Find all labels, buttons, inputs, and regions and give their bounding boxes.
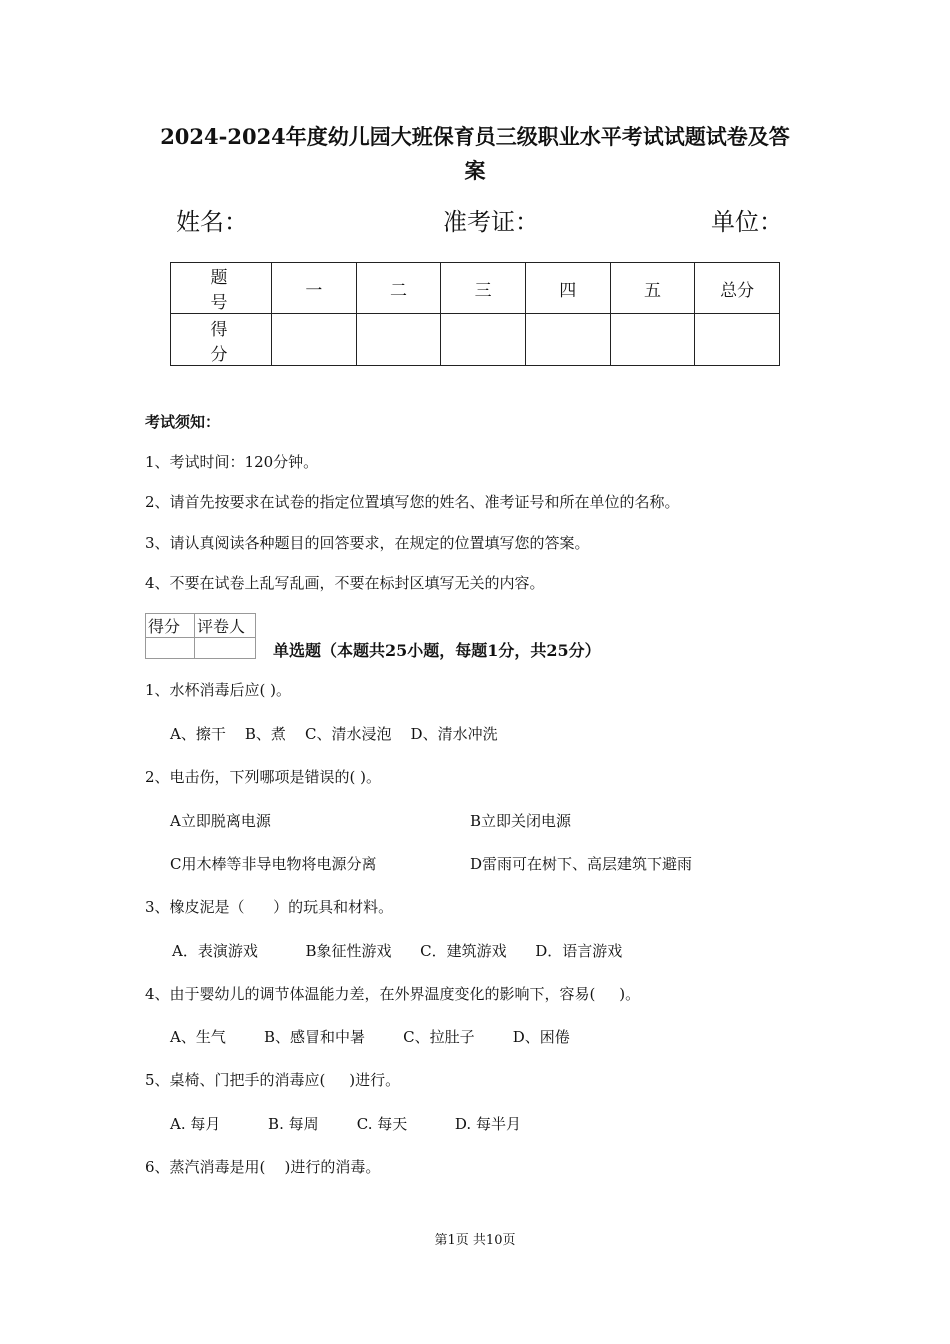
grader-reviewer-label: 评卷人 [195, 614, 256, 638]
score-input-cell[interactable] [525, 314, 610, 366]
question-stem: 6、蒸汽消毒是用( )进行的消毒。 [145, 1158, 381, 1176]
score-input-cell[interactable] [610, 314, 695, 366]
question-option: D雷雨可在树下、高层建筑下避雨 [470, 855, 693, 873]
grader-reviewer-cell[interactable] [195, 638, 256, 659]
score-table-cell: 二 [356, 263, 441, 314]
score-table-cell: 题 号 [171, 263, 272, 314]
notice-item: 3、请认真阅读各种题目的回答要求，在规定的位置填写您的答案。 [145, 534, 590, 552]
title-line-1: 2024-2024年度幼儿园大班保育员三级职业水平考试试题试卷及答 [160, 124, 790, 149]
score-table-cell: 三 [441, 263, 526, 314]
score-table-cell: 五 [610, 263, 695, 314]
grader-score-label: 得分 [146, 614, 195, 638]
section-heading: 单选题（本题共25小题，每题1分，共25分） [273, 641, 601, 660]
score-table-cell: 总分 [695, 263, 780, 314]
name-field-label: 姓名： [176, 208, 248, 236]
notice-item: 2、请首先按要求在试卷的指定位置填写您的姓名、准考证号和所在单位的名称。 [145, 493, 680, 511]
score-input-cell[interactable] [695, 314, 780, 366]
exam-id-field-label: 准考证： [443, 208, 539, 236]
score-table-cell: 得 分 [171, 314, 272, 366]
score-table-cell: 四 [525, 263, 610, 314]
question-stem: 1、水杯消毒后应( )。 [145, 681, 292, 699]
question-option: C用木棒等非导电物将电源分离 [170, 855, 377, 873]
score-input-cell[interactable] [356, 314, 441, 366]
question-stem: 2、电击伤，下列哪项是错误的( )。 [145, 768, 382, 786]
candidate-fields [0, 202, 950, 242]
score-table-score-row [171, 314, 780, 366]
score-table-cell: 一 [272, 263, 357, 314]
score-input-cell[interactable] [272, 314, 357, 366]
score-table [170, 262, 780, 366]
title-line-2: 案 [464, 158, 486, 183]
page-footer: 第1页 共10页 [434, 1233, 516, 1248]
question-options: A、擦干 B、煮 C、清水浸泡 D、清水冲洗 [170, 725, 498, 743]
question-options: A．表演游戏 B象征性游戏 C．建筑游戏 D．语言游戏 [172, 942, 623, 960]
question-option: A立即脱离电源 [170, 812, 271, 830]
unit-field-label: 单位： [711, 208, 783, 236]
question-stem: 5、桌椅、门把手的消毒应( )进行。 [145, 1071, 401, 1089]
notice-heading: 考试须知： [145, 413, 221, 431]
grader-score-cell[interactable] [146, 638, 195, 659]
question-stem: 3、橡皮泥是（ ）的玩具和材料。 [145, 898, 394, 916]
notice-item: 1、考试时间：120分钟。 [145, 453, 319, 471]
score-input-cell[interactable] [441, 314, 526, 366]
question-stem: 4、由于婴幼儿的调节体温能力差，在外界温度变化的影响下，容易( )。 [145, 985, 641, 1003]
question-option: B立即关闭电源 [470, 812, 572, 830]
question-options: A. 每月 B. 每周 C. 每天 D. 每半月 [170, 1115, 521, 1133]
notice-item: 4、不要在试卷上乱写乱画，不要在标封区填写无关的内容。 [145, 574, 545, 592]
exam-title [145, 120, 805, 188]
score-table-header-row [171, 263, 780, 314]
question-options: A、生气 B、感冒和中暑 C、拉肚子 D、困倦 [170, 1028, 570, 1046]
grader-box [145, 613, 256, 659]
